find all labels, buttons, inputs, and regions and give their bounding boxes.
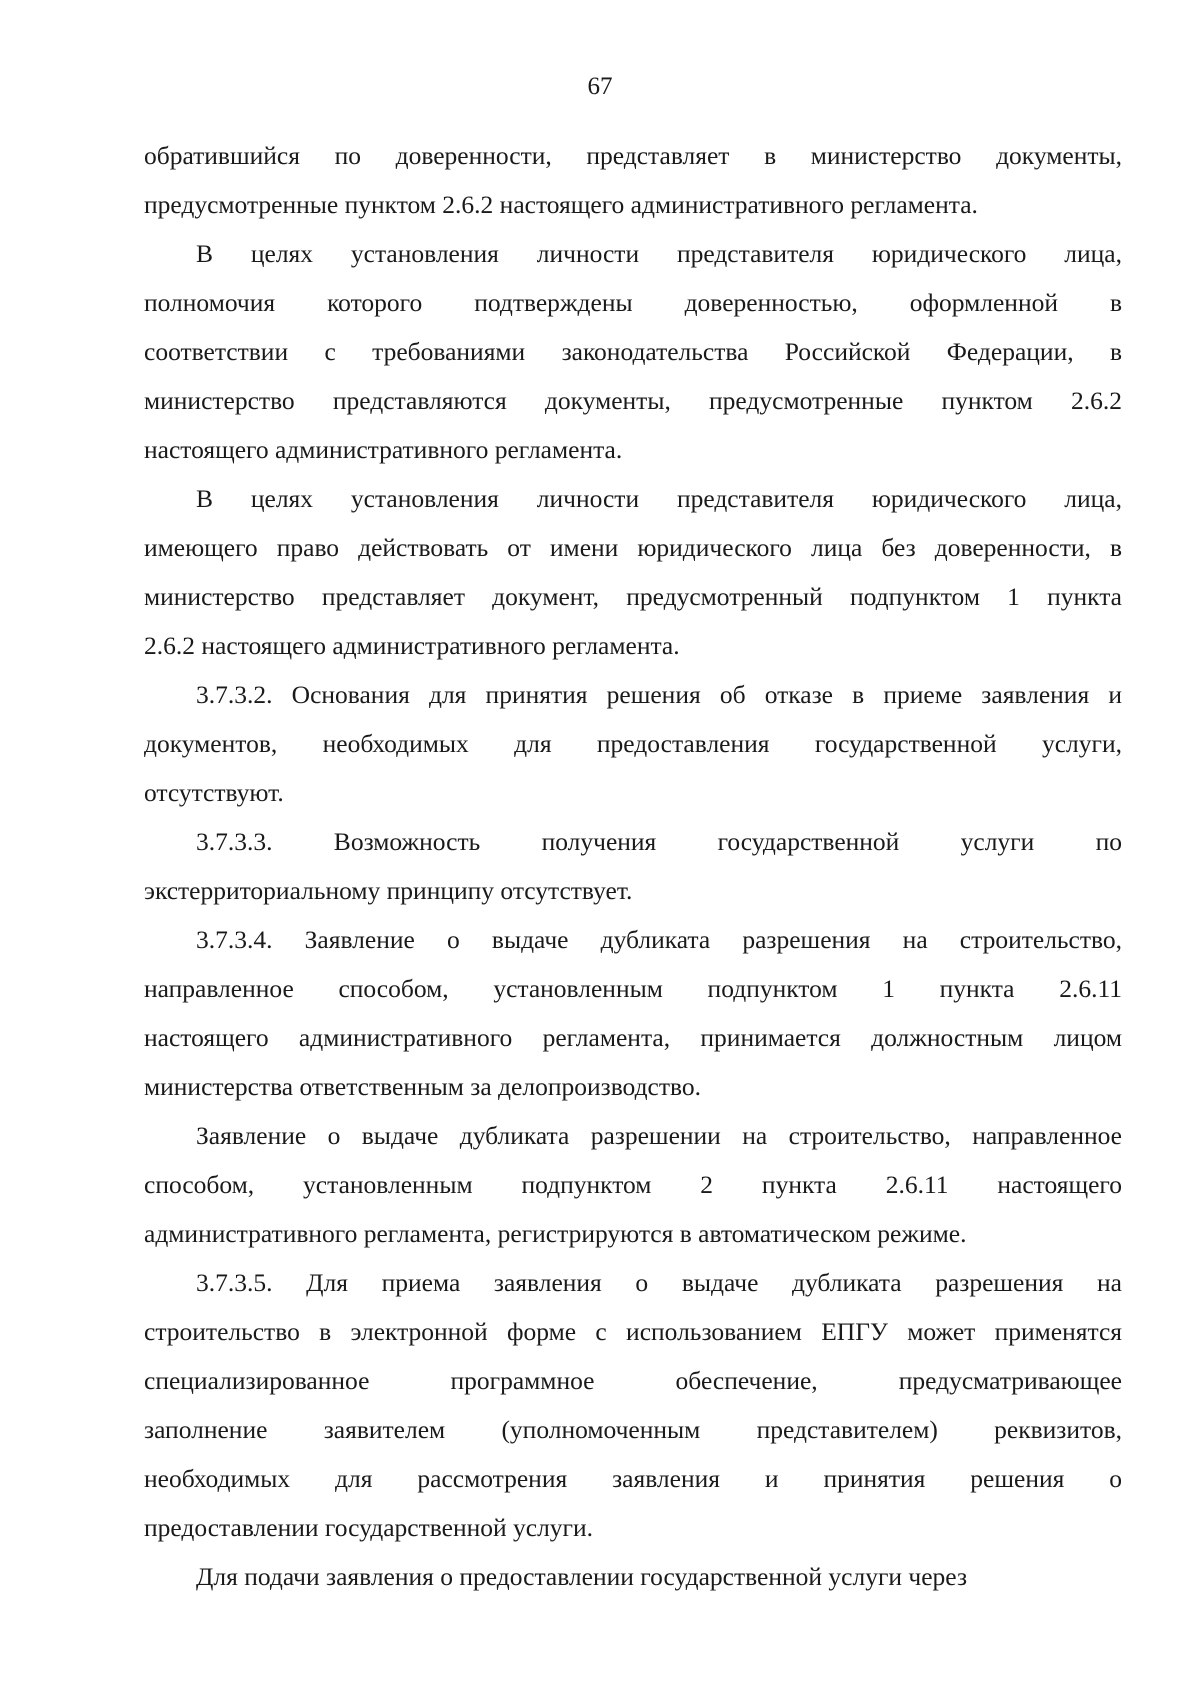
text-line: 3.7.3.4. Заявление о выдаче дубликата разрешения на строительство, [196,925,1122,954]
text-line: В целях установления личности представителя юридического лица, [196,239,1122,268]
text-line: полномочия которого подтверждены доверенностью, оформленной в [144,288,1122,317]
text-line: предусмотренные пунктом 2.6.2 настоящего административного регламента. [144,190,978,219]
text-line: заполнение заявителем (уполномоченным представителем) реквизитов, [144,1415,1122,1444]
text-line: Заявление о выдаче дубликата разрешении на строительство, направленное [196,1121,1122,1150]
paragraph [144,670,1122,817]
text-line: настоящего административного регламента, принимается должностным лицом [144,1023,1122,1052]
text-line: обратившийся по доверенности, представляет в министерство документы, [144,141,1122,170]
text-line: 2.6.2 настоящего административного регламента. [144,631,680,660]
text-line: направленное способом, установленным подпунктом 1 пункта 2.6.11 [144,974,1122,1003]
text-line: строительство в электронной форме с использованием ЕПГУ может применятся [144,1317,1122,1346]
paragraph [144,817,1122,915]
text-line: специализированное программное обеспечение, предусматривающее [144,1366,1122,1395]
page-number: 67 [587,73,613,100]
text-line: министерства ответственным за делопроизводство. [144,1072,702,1101]
text-line: документов, необходимых для предоставления государственной услуги, [144,729,1122,758]
document-body [144,131,1122,1601]
text-line: министерство представляет документ, предусмотренный подпунктом 1 пункта [144,582,1122,611]
text-line: соответствии с требованиями законодательства Российской Федерации, в [144,337,1122,366]
paragraph [144,131,1122,229]
text-line: предоставлении государственной услуги. [144,1513,594,1542]
text-line: 3.7.3.5. Для приема заявления о выдаче дубликата разрешения на [196,1268,1122,1297]
paragraph [144,1552,1122,1601]
paragraph [144,915,1122,1111]
text-line: Для подачи заявления о предоставлении государственной услуги через [196,1562,968,1591]
text-line: способом, установленным подпунктом 2 пункта 2.6.11 настоящего [144,1170,1122,1199]
paragraph [144,1258,1122,1552]
text-line: В целях установления личности представителя юридического лица, [196,484,1122,513]
text-line: административного регламента, регистрируются в автоматическом режиме. [144,1219,967,1248]
text-line: 3.7.3.3. Возможность получения государственной услуги по [196,827,1122,856]
text-line: отсутствуют. [144,778,284,807]
paragraph [144,474,1122,670]
text-line: 3.7.3.2. Основания для принятия решения об отказе в приеме заявления и [196,680,1122,709]
text-line: имеющего право действовать от имени юридического лица без доверенности, в [144,533,1122,562]
paragraph [144,229,1122,474]
text-line: настоящего административного регламента. [144,435,623,464]
paragraph [144,1111,1122,1258]
text-line: необходимых для рассмотрения заявления и принятия решения о [144,1464,1122,1493]
text-line: министерство представляются документы, предусмотренные пунктом 2.6.2 [144,386,1122,415]
text-line: экстерриториальному принципу отсутствует. [144,876,633,905]
